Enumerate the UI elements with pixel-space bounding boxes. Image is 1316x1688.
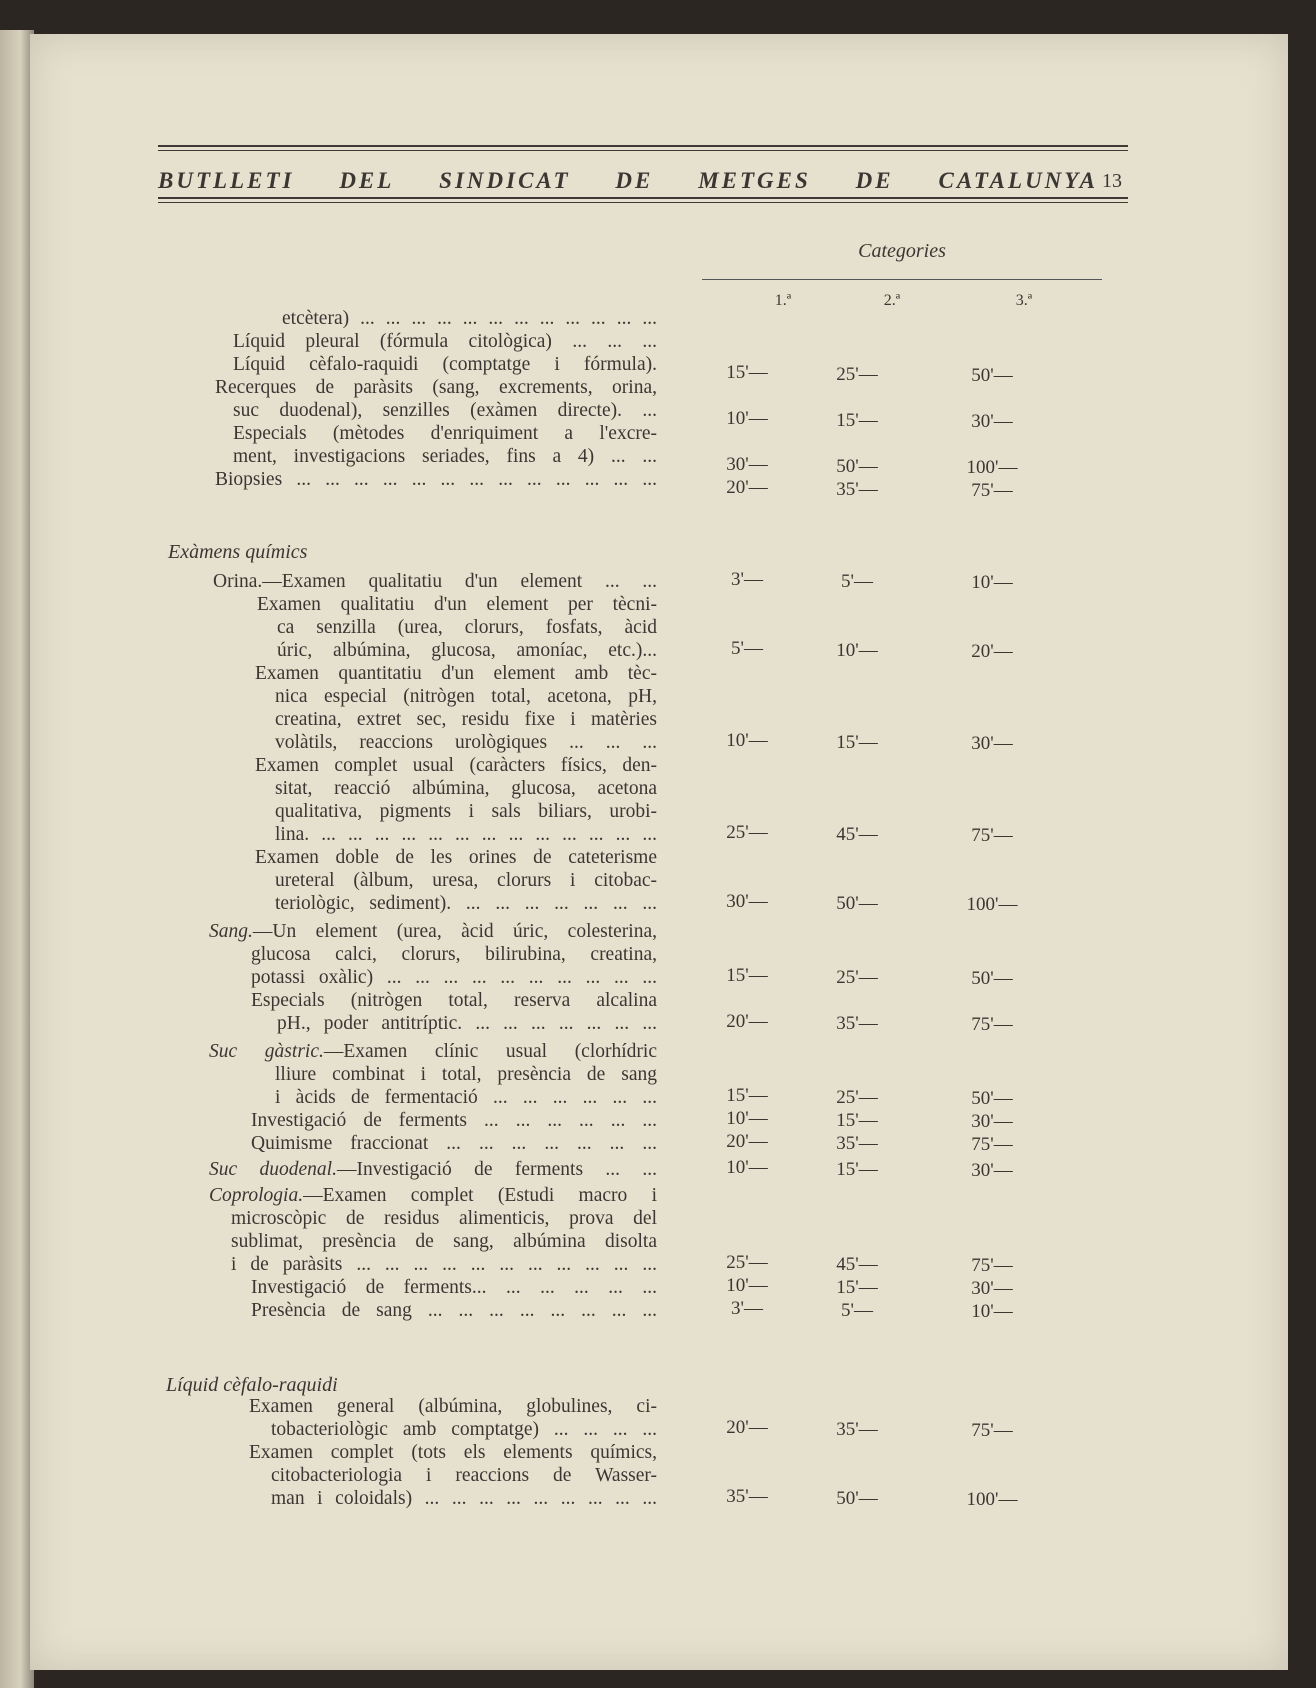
entry-text-line: [249, 1441, 657, 1464]
entry-text-line: [255, 846, 657, 869]
price-cell-cat-1: 35'—: [726, 1486, 768, 1507]
entry-text: Líquid pleural (fórmula citològica) ... ... ...: [233, 331, 657, 352]
header-rule-bottom-thin: [158, 202, 1128, 203]
entry-text-line: [251, 1132, 657, 1155]
entry-text: Investigació de ferments ... ... ... ... ... ...: [251, 1110, 657, 1131]
entry-text: Biopsies ... ... ... ... ... ... ... ... ... ... ... ... ...: [215, 469, 657, 490]
entry-text: Coprologia.—Examen complet (Estudi macro i: [209, 1185, 657, 1206]
page-number: 13: [1102, 170, 1122, 192]
entry-text-line: [277, 616, 657, 639]
entry-text: qualitativa, pigments i sals biliars, urobi-: [275, 801, 657, 822]
price-cell-cat-2: 5'—: [841, 571, 873, 592]
entry-text: Líquid cèfalo-raquidi (comptatge i fórmula).: [233, 354, 657, 375]
entry-text-line: [215, 468, 657, 491]
entry-text-line: [209, 1184, 657, 1207]
entry-text-line: [251, 1276, 657, 1299]
entry-text: Suc duodenal.—Investigació de ferments ... ...: [209, 1159, 657, 1180]
entry-text-line: [251, 1299, 657, 1322]
entry-text: i àcids de fermentació ... ... ... ... ... ...: [275, 1087, 657, 1108]
entry-text: ca senzilla (urea, clorurs, fosfats, àcid: [277, 617, 657, 638]
category-1-label: 1.ª: [774, 292, 792, 309]
entry-text-line: [257, 593, 657, 616]
journal-title-word: DE: [855, 168, 894, 193]
price-cell-cat-2: 25'—: [836, 364, 878, 385]
price-cell-cat-2: 35'—: [836, 1013, 878, 1034]
entry-text-line: [251, 989, 657, 1012]
entry-text-line: [249, 1395, 657, 1418]
entry-text-line: [275, 823, 657, 846]
categories-heading: Categories: [858, 240, 946, 262]
journal-title: [158, 168, 1098, 198]
entry-text: Presència de sang ... ... ... ... ... ... ... ...: [251, 1300, 657, 1321]
price-cell-cat-2: 35'—: [836, 1133, 878, 1154]
entry-text: lliure combinat i total, presència de sang: [275, 1064, 657, 1085]
price-cell-cat-3: 10'—: [971, 1301, 1013, 1322]
entry-text-line: [277, 1012, 657, 1035]
price-cell-cat-3: 100'—: [966, 894, 1018, 915]
entry-text-line: [233, 353, 657, 376]
price-cell-cat-3: 75'—: [971, 480, 1013, 501]
journal-title-word: DEL: [339, 168, 395, 193]
price-cell-cat-1: 3'—: [731, 569, 763, 590]
price-cell-cat-2: 15'—: [836, 410, 878, 431]
entry-text: ment, investigacions seriades, fins a 4) ... ...: [233, 446, 657, 467]
journal-title-word: BUTLLETI: [158, 168, 295, 193]
price-cell-cat-1: 20'—: [726, 1417, 768, 1438]
entry-text: suc duodenal), senzilles (exàmen directe). ...: [233, 400, 657, 421]
entry-text-line: [271, 1487, 657, 1510]
entry-text-line: [251, 943, 657, 966]
journal-title-word: CATALUNYA: [938, 168, 1098, 193]
entry-text: glucosa calci, clorurs, bilirubina, creatina,: [251, 944, 657, 965]
price-cell-cat-3: 100'—: [966, 457, 1018, 478]
price-cell-cat-2: 50'—: [836, 456, 878, 477]
entry-text: etcètera) ... ... ... ... ... ... ... ... ... ... ... ...: [282, 308, 657, 329]
category-3-label: 3.ª: [1015, 292, 1033, 309]
price-cell-cat-3: 30'—: [971, 733, 1013, 754]
price-cell-cat-3: 10'—: [971, 572, 1013, 593]
price-cell-cat-3: 50'—: [971, 365, 1013, 386]
entry-text: creatina, extret sec, residu fixe i matèries: [275, 709, 657, 730]
price-cell-cat-1: 30'—: [726, 891, 768, 912]
header-rule-top: [158, 145, 1128, 147]
entry-text: Examen qualitatiu d'un element per tècni-: [257, 594, 657, 615]
price-cell-cat-2: 50'—: [836, 893, 878, 914]
price-cell-cat-1: 15'—: [726, 965, 768, 986]
price-cell-cat-1: 10'—: [726, 730, 768, 751]
journal-title-word: METGES: [698, 168, 811, 193]
entry-text-line: [231, 1207, 657, 1230]
entry-text: Examen quantitatiu d'un element amb tèc-: [255, 663, 657, 684]
price-cell-cat-3: 30'—: [971, 1278, 1013, 1299]
price-cell-cat-1: 3'—: [731, 1298, 763, 1319]
entry-text-line: [275, 708, 657, 731]
price-cell-cat-1: 30'—: [726, 454, 768, 475]
entry-text: Examen complet (tots els elements químics,: [249, 1442, 657, 1463]
price-cell-cat-2: 25'—: [836, 1087, 878, 1108]
price-cell-cat-2: 15'—: [836, 732, 878, 753]
entry-text: nica especial (nitrògen total, acetona, pH,: [275, 686, 657, 707]
entry-text-line: [275, 892, 657, 915]
entry-text-line: [275, 685, 657, 708]
price-cell-cat-3: 75'—: [971, 1255, 1013, 1276]
entry-text: úric, albúmina, glucosa, amoníac, etc.)...: [277, 640, 657, 661]
entry-text-line: [277, 639, 657, 662]
entry-text-line: [233, 422, 657, 445]
entry-text: man i coloidals) ... ... ... ... ... ... ... ... ...: [271, 1488, 657, 1509]
price-cell-cat-3: 20'—: [971, 641, 1013, 662]
entry-text: teriològic, sediment). ... ... ... ... ... ... ...: [275, 893, 657, 914]
entry-text-line: [271, 1464, 657, 1487]
entry-text-line: [233, 330, 657, 353]
entry-text-line: [209, 1040, 657, 1063]
entry-text-line: [275, 800, 657, 823]
entry-text-line: [275, 731, 657, 754]
entry-text-line: [233, 445, 657, 468]
price-cell-cat-2: 10'—: [836, 640, 878, 661]
entry-text-line: [282, 307, 657, 330]
entry-text-line: [275, 869, 657, 892]
entry-text: Suc gàstric.—Examen clínic usual (clorhídric: [209, 1041, 657, 1062]
price-cell-cat-2: 35'—: [836, 479, 878, 500]
entry-text-line: [251, 1109, 657, 1132]
entry-text: Examen complet usual (caràcters físics, den-: [255, 755, 657, 776]
price-cell-cat-2: 5'—: [841, 1300, 873, 1321]
entry-text-line: [275, 1063, 657, 1086]
entry-text: sitat, reacció albúmina, glucosa, acetona: [275, 778, 657, 799]
price-cell-cat-1: 25'—: [726, 822, 768, 843]
entry-text-line: [209, 920, 657, 943]
price-cell-cat-1: 20'—: [726, 1011, 768, 1032]
price-cell-cat-3: 50'—: [971, 1088, 1013, 1109]
entry-text: Investigació de ferments... ... ... ... ... ...: [251, 1277, 657, 1298]
price-cell-cat-3: 50'—: [971, 968, 1013, 989]
entry-text: sublimat, presència de sang, albúmina disolta: [231, 1231, 657, 1252]
section-heading: Líquid cèfalo-raquidi: [166, 1374, 338, 1396]
entry-text: Especials (mètodes d'enriquiment a l'excre-: [233, 423, 657, 444]
entry-text: Examen doble de les orines de cateterisme: [255, 847, 657, 868]
entry-text: Especials (nitrògen total, reserva alcalina: [251, 990, 657, 1011]
journal-title-word: SINDICAT: [439, 168, 571, 193]
price-cell-cat-1: 20'—: [726, 1131, 768, 1152]
price-cell-cat-1: 5'—: [731, 638, 763, 659]
entry-text: pH., poder antitríptic. ... ... ... ... ... ... ...: [277, 1013, 657, 1034]
previous-page-edge: [0, 30, 34, 1688]
entry-text: ureteral (àlbum, uresa, clorurs i citobac-: [275, 870, 657, 891]
section-heading: Exàmens químics: [168, 541, 308, 563]
entry-text: Quimisme fraccionat ... ... ... ... ... ... ...: [251, 1133, 657, 1154]
price-cell-cat-2: 15'—: [836, 1159, 878, 1180]
price-cell-cat-2: 35'—: [836, 1419, 878, 1440]
category-2-label: 2.ª: [883, 292, 901, 309]
entry-text-line: [275, 777, 657, 800]
entry-text: i de paràsits ... ... ... ... ... ... ... ... ... ... ...: [231, 1254, 657, 1275]
price-cell-cat-2: 15'—: [836, 1277, 878, 1298]
entry-text-line: [215, 376, 657, 399]
entry-text: Sang.—Un element (urea, àcid úric, colesterina,: [209, 921, 657, 942]
entry-text: Recerques de paràsits (sang, excrements, orina,: [215, 377, 657, 398]
price-cell-cat-3: 100'—: [966, 1489, 1018, 1510]
price-cell-cat-1: 10'—: [726, 408, 768, 429]
price-cell-cat-1: 15'—: [726, 362, 768, 383]
price-cell-cat-2: 25'—: [836, 967, 878, 988]
price-cell-cat-1: 10'—: [726, 1108, 768, 1129]
price-cell-cat-1: 10'—: [726, 1275, 768, 1296]
entry-text: Orina.—Examen qualitatiu d'un element ... ...: [213, 571, 657, 592]
price-cell-cat-1: 15'—: [726, 1085, 768, 1106]
entry-text-line: [233, 399, 657, 422]
entry-text: citobacteriologia i reaccions de Wasser-: [271, 1465, 657, 1486]
header-rule-top-thin: [158, 150, 1128, 151]
entry-text-line: [255, 754, 657, 777]
entry-text: tobacteriològic amb comptatge) ... ... ... ...: [271, 1419, 657, 1440]
entry-text-line: [209, 1158, 657, 1181]
entry-text-line: [255, 662, 657, 685]
price-cell-cat-3: 75'—: [971, 1420, 1013, 1441]
entry-text-line: [275, 1086, 657, 1109]
price-cell-cat-3: 75'—: [971, 1014, 1013, 1035]
price-cell-cat-2: 50'—: [836, 1488, 878, 1509]
price-cell-cat-3: 30'—: [971, 411, 1013, 432]
entry-text-line: [271, 1418, 657, 1441]
price-cell-cat-2: 45'—: [836, 824, 878, 845]
entry-text: volàtils, reaccions urològiques ... ... ...: [275, 732, 657, 753]
entry-text: Examen general (albúmina, globulines, ci-: [249, 1396, 657, 1417]
entry-text-line: [213, 570, 657, 593]
price-cell-cat-3: 75'—: [971, 825, 1013, 846]
categories-rule: [702, 279, 1102, 280]
entry-text-line: [231, 1253, 657, 1276]
price-cell-cat-1: 10'—: [726, 1157, 768, 1178]
price-cell-cat-3: 30'—: [971, 1111, 1013, 1132]
entry-text-line: [251, 966, 657, 989]
entry-text: potassi oxàlic) ... ... ... ... ... ... ... ... ... ...: [251, 967, 657, 988]
entry-text-line: [231, 1230, 657, 1253]
journal-title-word: DE: [615, 168, 654, 193]
price-cell-cat-3: 75'—: [971, 1134, 1013, 1155]
price-cell-cat-3: 30'—: [971, 1160, 1013, 1181]
price-cell-cat-1: 20'—: [726, 477, 768, 498]
price-cell-cat-1: 25'—: [726, 1252, 768, 1273]
price-cell-cat-2: 45'—: [836, 1254, 878, 1275]
entry-text: lina. ... ... ... ... ... ... ... ... ... ... ... ... ...: [275, 824, 657, 845]
entry-text: microscòpic de residus alimenticis, prova del: [231, 1208, 657, 1229]
price-cell-cat-2: 15'—: [836, 1110, 878, 1131]
